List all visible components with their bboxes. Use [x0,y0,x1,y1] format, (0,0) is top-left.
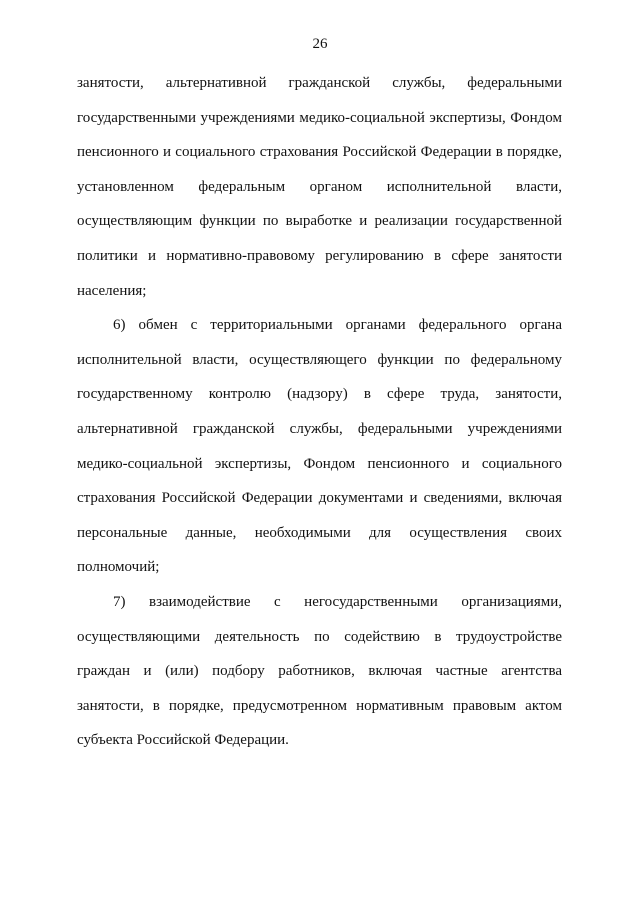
text-line: занятости, альтернативной гражданской службы, федеральными [77,75,562,91]
text-line: государственными учреждениями медико-социальной экспертизы, Фондом [77,109,562,126]
document-body [77,73,562,765]
paragraph-first-line: 6) обмен с территориальными органами федерального органа [113,317,562,334]
text-line: субъекта Российской Федерации. [77,732,289,749]
text-line: осуществляющим функции по выработке и реализации государственной [77,213,562,230]
page-number: 26 [312,36,328,52]
text-line: населения; [77,282,147,299]
text-line: пенсионного и социального страхования Российской Федерации в порядке, [77,144,562,161]
text-line: полномочий; [77,559,160,576]
text-line: государственному контролю (надзору) в сфере труда, занятости, [77,386,562,403]
text-line: персональные данные, необходимыми для осуществления своих [77,524,562,541]
text-line: осуществляющими деятельность по содействию в трудоустройстве [77,628,562,645]
paragraph-first-line: 7) взаимодействие с негосударственными организациями, [113,593,562,610]
text-line: занятости, в порядке, предусмотренном нормативным правовым актом [77,697,562,714]
text-line: политики и нормативно-правовому регулированию в сфере занятости [77,247,562,264]
text-line: установленном федеральным органом исполнительной власти, [77,178,562,195]
text-line: граждан и (или) подбору работников, включая частные агентства [77,663,562,680]
text-line: альтернативной гражданской службы, федеральными учреждениями [77,420,562,437]
text-line: страхования Российской Федерации документами и сведениями, включая [77,490,562,507]
text-line: медико-социальной экспертизы, Фондом пенсионного и социального [77,455,562,472]
text-line: исполнительной власти, осуществляющего функции по федеральному [77,351,562,368]
